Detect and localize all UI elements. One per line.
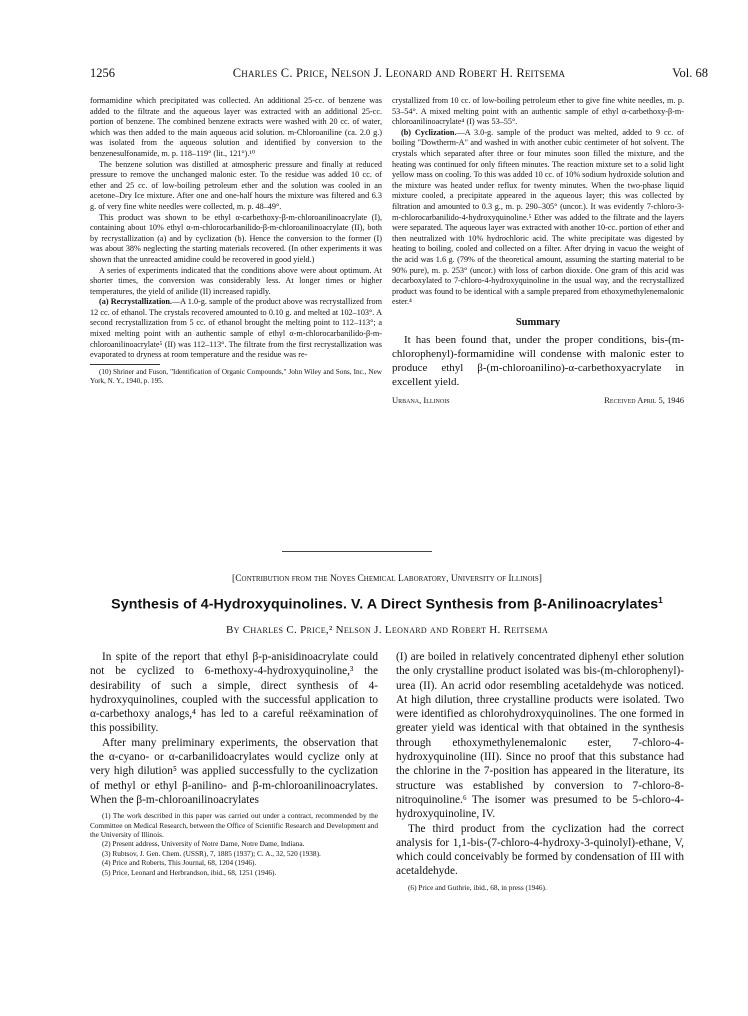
paragraph: crystallized from 10 cc. of low-boiling petroleum ether to give fine white needles, m. p. 53–54°. A mixed melting point with an authentic sample of ethyl α-carbethoxy-β-m-chloroanilinoacrylate⁴ (I) was 53–55°. xyxy=(392,96,684,127)
cyclization-paragraph xyxy=(392,128,684,308)
paragraph: In spite of the report that ethyl β-p-anisidinoacrylate could not be cyclized to 6-methoxy-4-hydroxyquinoline,³ the desirability of such a simple, direct synthesis of 4-hydroxyquinolines, coupled with the successful application to α-carbethoxy analogs,⁴ has led to a careful reëxamination of this possibility. xyxy=(90,651,378,735)
received-date: Received April 5, 1946 xyxy=(604,395,684,406)
signature-line xyxy=(392,395,684,409)
paragraph: After many preliminary experiments, the observation that the α-cyano- or α-carbanilidoacrylates would cyclize only at very high dilution⁵ was applied successfully to the cyclization of methyl or ethyl β-anilino- and β-m-chloroanilinoacrylates. When the β-m-chloroanilinoacrylates xyxy=(90,736,378,806)
article-title-text: Synthesis of 4-Hydroxyquinolines. V. A Direct Synthesis from β-Anilinoacrylates xyxy=(111,596,659,613)
article-title xyxy=(76,596,698,613)
summary-paragraph: It has been found that, under the proper conditions, bis-(m-chlorophenyl)-formamidine will condense with malonic ester to produce ethyl β-(m-chloroanilino)-α-carbethoxyacrylate in excellent yield. xyxy=(392,334,684,389)
prev-article-right-column xyxy=(392,96,684,409)
paragraph: formamidine which precipitated was collected. An additional 25-cc. of benzene was added to the filtrate and the aqueous layer was extracted with an additional 25-cc. portion of benzene. The combined benzene extracts were washed with 20 cc. of water, which was then added to the main aqueous acid solution. m-Chloroaniline (ca. 2.0 g.) was isolated from the aqueous solution and identified by conversion to the benzenesulfonamide, m. p. 118–119° (lit., 121°).¹⁰ xyxy=(90,96,382,158)
recrystallization-label: (a) Recrystallization. xyxy=(99,297,172,307)
footnote: (1) The work described in this paper was carried out under a contract, recommended by the Committee on Medical Research, between the Office of Scientific Research and Development and the University of Illinois. xyxy=(90,811,378,840)
recrystallization-text: —A 1.0-g. sample of the product above was recrystallized from 12 cc. of ethanol. The crystals recovered amounted to 0.10 g. and melted at 102–103°. A second recrystallization from 5 cc. of ethanol brought the melting point to 112–113°; a mixed melting point with an authentic sample of ethyl α-m-chlorocarbanilido-β-m-chloroanilinoacrylate⁵ (II) was 112–113°. The filtrate from the first recrystallization was evaporated to dryness at room temperature and the residue was re- xyxy=(90,297,382,360)
location: Urbana, Illinois xyxy=(392,395,450,406)
footnotes xyxy=(396,883,684,892)
footnote: (4) Price and Roberts, This Journal, 68, 1204 (1946). xyxy=(102,858,257,868)
paragraph: The third product from the cyclization had the correct analysis for 1,1-bis-(7-chloro-4-hydroxy-3-quinolyl)-ethane, V, which could conceivably be formed by condensation of III with acetaldehyde. xyxy=(396,822,684,878)
cyclization-text: —A 3.0-g. sample of the product was melted, added to 9 cc. of boiling "Dowtherm-A" and washed in with another cubic centimeter of hot solvent. The crystals which separated after three or four minutes soon filled the mixture, and the heating was continued for only fifteen minutes. The reaction mixture set to a solid light yellow mass on cooling. To this was added 10 cc. of 10% sodium hydroxide solution and the mixture was heated under reflux for twenty minutes. When the two-phase liquid mixture cooled, a precipitate appeared in the aqueous layer; this was collected by filtration and amounted to 0.3 g., m. p. 290–305° (uncor.). It was evidently 7-chloro-3-m-chlorocarbanilido-4-hydroxyquinoline.⁵ Ether was added to the filtrate and the layers were separated. The aqueous layer was extracted with another 10-cc. portion of ether and then neutralized with 10% hydrochloric acid. The white precipitate was digested by heating to boiling, cooled and collected on a filter. After drying in vacuo the weight of the acid was 1.6 g. (79% of the theoretical amount, assuming the starting material to be 90% pure), m. p. 253° (uncor.) with loss of carbon dioxide. One gram of this acid was decarboxylated to 7-chloro-4-hydroxyquinoline in the usual way, and the recrystallized product was found to be identical with a sample prepared from ethoxymethylenemalonic ester.⁴ xyxy=(392,127,684,307)
article-left-column xyxy=(90,650,378,877)
footnote: (6) Price and Guthrie, ibid., 68, in press (1946). xyxy=(408,882,547,892)
article-divider xyxy=(282,551,432,552)
volume-label: Vol. 68 xyxy=(672,66,708,80)
page-number: 1256 xyxy=(90,66,115,80)
paragraph: This product was shown to be ethyl α-carbethoxy-β-m-chloroanilinoacrylate (I), containing about 10% ethyl α-m-chlorocarbanilido-β-m-chloroanilinoacrylate (II), both by recrystallization (a) and by cyclization (b). Hence the conversion to the former (I) was about 38% neglecting the starting materials recovered. (In other experiments it was shown that the unreacted amidine could be recovered in good yield.) xyxy=(90,212,382,264)
contribution-line: [Contribution from the Noyes Chemical Laboratory, University of Illinois] xyxy=(232,574,542,584)
footnote: (3) Rubtsov, J. Gen. Chem. (USSR), 7, 1885 (1937); C. A., 32, 520 (1938). xyxy=(102,848,321,858)
summary-heading: Summary xyxy=(515,316,561,328)
title-footnote-marker: 1 xyxy=(658,596,663,605)
recrystallization-paragraph xyxy=(90,297,382,361)
running-title: Charles C. Price, Nelson J. Leonard and Robert H. Reitsema xyxy=(232,66,566,80)
footnote: (10) Shriner and Fuson, "Identification of Organic Compounds," John Wiley and Sons, Inc., New York, N. Y., 1940, p. 195. xyxy=(90,367,382,386)
prev-article-left-column xyxy=(90,96,382,386)
footnote-rule xyxy=(90,364,160,365)
paragraph: The benzene solution was distilled at atmospheric pressure and finally at reduced pressure to remove the unchanged malonic ester. To the residue was added 10 cc. of ether and 25 cc. of low-boiling petroleum ether and the solution was cooled in an acetone–Dry Ice mixture. After one and one-half hours the mixture was filtered and 6.3 g. of very fine white needles were collected, m. p. 48–49°. xyxy=(90,159,382,211)
page-header xyxy=(90,66,708,84)
footnote: (2) Present address, University of Notre Dame, Notre Dame, Indiana. xyxy=(102,839,305,849)
paragraph: A series of experiments indicated that the conditions above were about optimum. At shorter times, the conversion was considerably less. At longer times or higher temperatures, the yield of anilide (II) increased rapidly. xyxy=(90,265,382,296)
summary-body xyxy=(392,333,684,389)
footnotes xyxy=(90,811,378,877)
cyclization-label: (b) Cyclization. xyxy=(401,127,457,137)
article-right-column xyxy=(396,650,684,892)
paragraph: (I) are boiled in relatively concentrated diphenyl ether solution the only crystalline product isolated was bis-(m-chlorophenyl)-urea (II). An acrid odor resembling acetaldehyde was noticed. At high dilution, three crystalline products were isolated. Two were identified as chlorohydroxyquinolines. The one formed in greater yield was identical with that obtained in the synthesis through ethoxymethylenemalonic ester, 7-chloro-4-hydroxyquinoline (III). Since no proof that this substance had the chlorine in the 7-position has appeared in the literature, its structure was established by conversion to 7-chloro-8-nitroquinoline.⁶ The isomer was presumed to be 5-chloro-4-hydroxyquinoline, IV. xyxy=(396,651,684,821)
footnote: (5) Price, Leonard and Herbrandson, ibid., 68, 1251 (1946). xyxy=(102,867,277,877)
byline: By Charles C. Price,² Nelson J. Leonard and Robert H. Reitsema xyxy=(225,624,549,636)
